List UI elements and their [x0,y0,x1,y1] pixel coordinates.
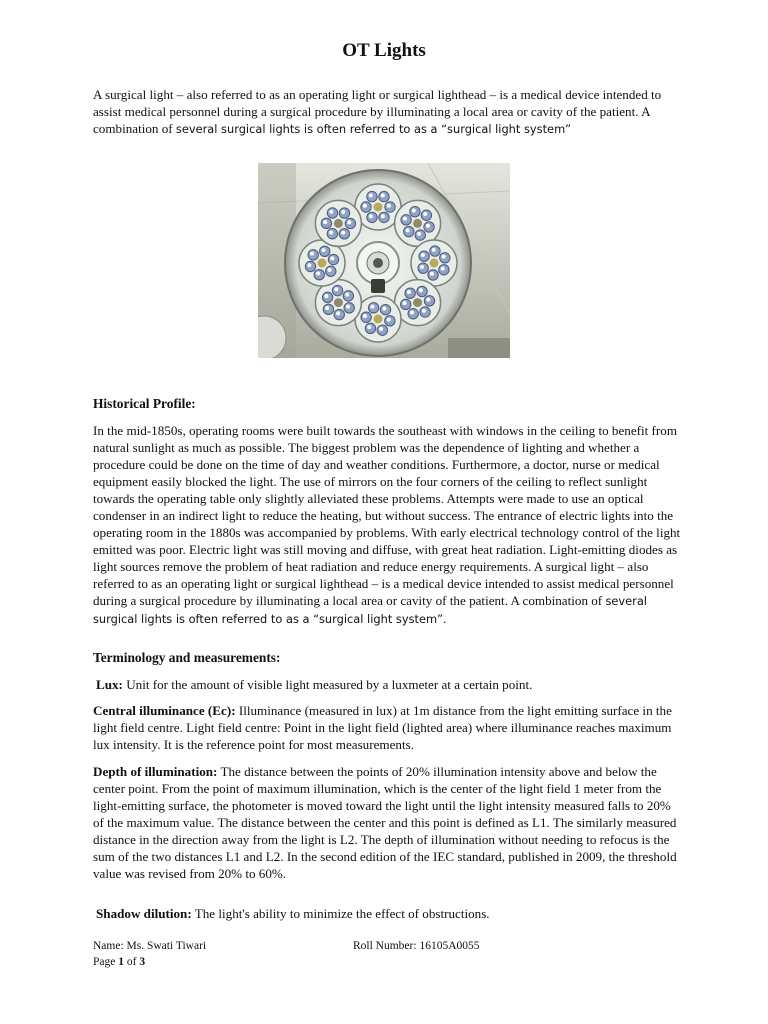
surgical-light-photo [258,163,510,358]
lux-definition [96,676,686,693]
shadow-dilution-definition [96,905,686,922]
intro-paragraph [93,86,683,138]
footer-roll-number: Roll Number: 16105A0055 [353,940,480,952]
shadow-dilution-term: Shadow dilution: [96,906,192,921]
terminology-heading: Terminology and measurements: [93,650,281,665]
historical-heading: Historical Profile: [93,396,196,411]
depth-of-illumination-term: Depth of illumination: [93,764,218,779]
historical-text: In the mid-1850s, operating rooms were built towards the southeast with windows in the ceiling to benefit from natural sunlight as much as possible. The biggest problem was the dependence of lighting and whether a procedure could be done on the time of day and weather conditions. Furthermore, a doctor, nurse or medical equipment easily blocked the light. The use of mirrors on the four corners of the ceiling to reflect sunlight towards the operating table only slightly alleviated these problems. Attempts were made to use an optical condenser in an indirect light to reduce the heating, but without success. The entrance of electric lights into the operating room in the 1880s was accompanied by problems. With early electrical technology control of the light emitted was poor. Electric light was still moving and diffuse, with great heat radiation. Light-emitting diodes as light sources remove the problem of heat radiation and reduce energy requirements. A surgical light – also referred to as an operating light or surgical lighthead – is a medical device intended to assist medical personnel during a surgical procedure by illuminating a local area or cavity of the patient. A combination of [93,423,681,608]
footer-name: Name: Ms. Swati Tiwari [93,940,207,952]
intro-text-alt-font: several surgical lights is often referred to as a “surgical light system” [175,122,572,136]
page-title: OT Lights [342,40,426,61]
historical-paragraph [93,422,683,628]
central-illuminance-text: Illuminance (measured in lux) at 1m distance from the light emitting surface in the light field centre. Light field centre: Point in the light field (lighted area) where illuminance reaches maximum lux intensity. It is the reference point for most measurements. [93,703,672,752]
central-illuminance-definition [93,702,683,753]
intro-text: A surgical light – also referred to as an operating light or surgical lighthead – is a medical device intended to assist medical personnel during a surgical procedure by illuminating a local area or cavity of the patient. A combination of [93,87,662,136]
shadow-dilution-text: The light's ability to minimize the effect of obstructions. [191,906,490,921]
historical-text-end: . [443,611,447,626]
lamp-pod [315,200,361,246]
lux-text: Unit for the amount of visible light measured by a luxmeter at a certain point. [122,677,533,692]
central-illuminance-term: Central illuminance (Ec): [93,703,236,718]
lux-term: Lux: [96,677,123,692]
footer-page-label: Page [93,956,119,968]
footer-page-current: 1 [118,956,124,968]
historical-text-alt-font: several surgical lights is often referred to as a “surgical light system” [93,594,647,626]
depth-of-illumination-text: The distance between the points of 20% illumination intensity above and below the center point. From the point of maximum illumination, which is the center of the light field 1 meter from the light-emitting surface, the photometer is moved toward the light until the light intensity measured falls to 20% of the maximum value. The distance between the center and this point is defined as L1. The similarly measured distance in the direction away from the light is L2. The depth of illumination without needing to refocus is the sum of the two distances L1 and L2. In the second edition of the IEC standard, published in 2009, the threshold value was revised from 20% to 60%. [93,764,677,881]
footer-page-total: 3 [139,956,146,968]
depth-of-illumination-definition [93,763,683,882]
footer-author [93,938,206,970]
footer-page-of: of [123,956,140,968]
